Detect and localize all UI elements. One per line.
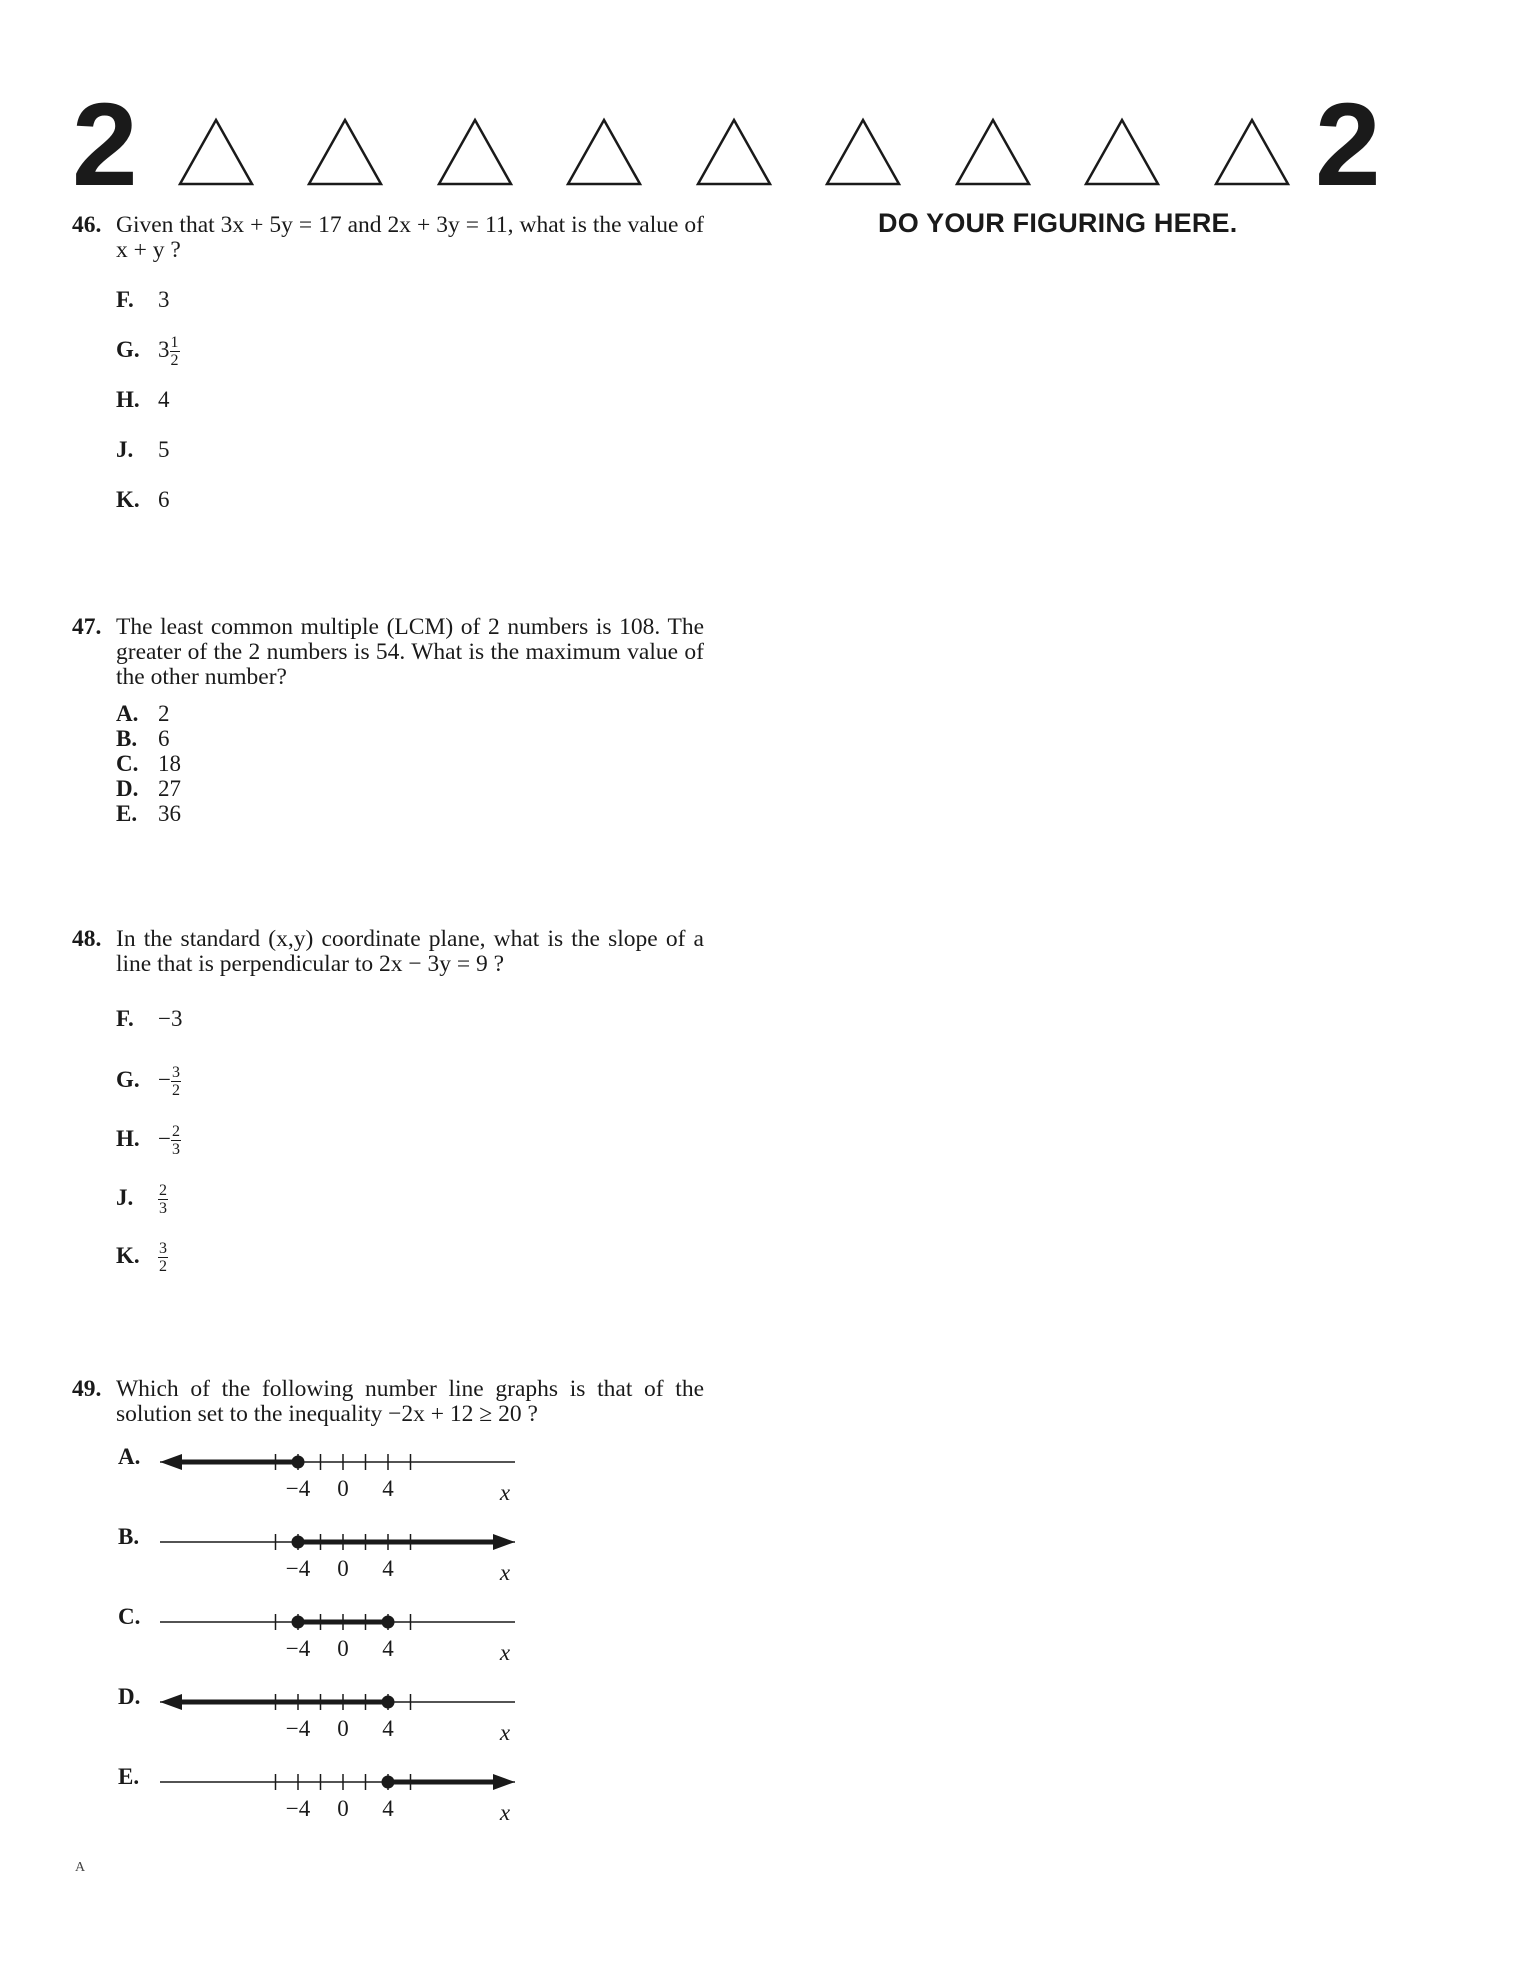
choice-sign: −	[158, 1125, 171, 1151]
axis-tick-label: −4	[285, 1476, 311, 1501]
axis-tick-label: 0	[337, 1476, 349, 1501]
axis-variable-label: x	[499, 1480, 511, 1505]
fraction	[171, 1123, 181, 1158]
arrow-right-icon	[493, 1534, 515, 1550]
footer-mark: A	[75, 1860, 86, 1875]
fraction	[158, 1182, 168, 1217]
triangle-icon	[305, 116, 385, 188]
choice-letter: E.	[116, 801, 138, 826]
graph-choice-letter[interactable]: A.	[118, 1444, 141, 1469]
numerator: 3	[171, 1064, 180, 1081]
axis-tick-label: −4	[285, 1636, 311, 1661]
answer-choice-h[interactable]	[116, 387, 170, 412]
question-stem: The least common multiple (LCM) of 2 numbers is 108. The greater of the 2 numbers is 54. What is the maximum value of the other number?	[116, 614, 704, 690]
question-47	[72, 615, 704, 690]
choice-letter: C.	[116, 751, 139, 776]
arrow-right-icon	[493, 1774, 515, 1790]
section-number-left: 2	[72, 79, 138, 211]
number-line-c[interactable]	[160, 1608, 540, 1678]
answer-choice-d[interactable]	[116, 776, 181, 801]
choice-letter: H.	[116, 387, 140, 412]
choice-letter: A.	[116, 701, 139, 726]
choice-value: 36	[158, 801, 181, 826]
axis-tick-label: 4	[382, 1636, 394, 1661]
closed-endpoint	[382, 1776, 395, 1789]
axis-tick-label: −4	[285, 1716, 311, 1741]
axis-tick-label: 4	[382, 1796, 394, 1821]
answer-choice-j[interactable]	[116, 1182, 168, 1217]
denominator: 2	[159, 1258, 167, 1275]
section-number-right: 2	[1315, 79, 1381, 211]
question-48	[72, 927, 704, 977]
arrow-left-icon	[160, 1694, 182, 1710]
fraction	[170, 334, 180, 369]
choice-value: 4	[158, 387, 170, 412]
axis-variable-label: x	[499, 1640, 511, 1665]
question-number: 48.	[72, 926, 102, 952]
answer-choice-g[interactable]	[116, 334, 180, 369]
question-stem: Given that 3x + 5y = 17 and 2x + 3y = 11, what is the value of x + y ?	[116, 212, 704, 263]
answer-choice-f[interactable]	[116, 1006, 182, 1031]
closed-endpoint	[292, 1616, 305, 1629]
answer-choice-e[interactable]	[116, 801, 181, 826]
answer-choice-f[interactable]	[116, 287, 170, 312]
closed-endpoint	[382, 1616, 395, 1629]
numerator: 3	[159, 1240, 167, 1257]
answer-choice-b[interactable]	[116, 726, 170, 751]
triangle-icon	[176, 116, 256, 188]
choice-letter: F.	[116, 287, 134, 312]
answer-choice-h[interactable]	[116, 1123, 181, 1158]
question-stem: Which of the following number line graphs is that of the solution set to the inequality −2x + 12 ≥ 20 ?	[116, 1376, 704, 1427]
graph-choice-letter[interactable]: B.	[118, 1524, 140, 1549]
triangle-icon	[564, 116, 644, 188]
axis-tick-label: 0	[337, 1556, 349, 1581]
choice-value: 2	[158, 701, 170, 726]
figuring-label: DO YOUR FIGURING HERE.	[878, 208, 1238, 238]
graph-choice-letter[interactable]: E.	[118, 1764, 140, 1789]
triangle-icon	[953, 116, 1033, 188]
fraction	[171, 1064, 181, 1099]
choice-letter: H.	[116, 1125, 140, 1151]
choice-letter: G.	[116, 336, 140, 362]
denominator: 3	[171, 1141, 180, 1158]
question-number: 49.	[72, 1376, 102, 1402]
choice-letter: K.	[116, 1242, 140, 1268]
closed-endpoint	[292, 1456, 305, 1469]
choice-letter: F.	[116, 1006, 134, 1031]
question-46	[72, 213, 704, 263]
axis-tick-label: −4	[285, 1556, 311, 1581]
axis-tick-label: 4	[382, 1476, 394, 1501]
section-header	[0, 79, 1530, 211]
axis-tick-label: 4	[382, 1716, 394, 1741]
choice-letter: J.	[116, 437, 134, 462]
choice-value: 6	[158, 487, 170, 512]
numerator: 2	[159, 1182, 167, 1199]
graph-choice-letter[interactable]: D.	[118, 1684, 141, 1709]
denominator: 2	[170, 352, 179, 369]
arrow-left-icon	[160, 1454, 182, 1470]
number-line-d[interactable]	[160, 1688, 540, 1758]
triangle-icon	[823, 116, 903, 188]
axis-tick-label: 0	[337, 1716, 349, 1741]
choice-letter: B.	[116, 726, 138, 751]
closed-endpoint	[382, 1696, 395, 1709]
answer-choice-g[interactable]	[116, 1064, 181, 1099]
triangle-icon	[1212, 116, 1292, 188]
graph-choice-letter[interactable]: C.	[118, 1604, 141, 1629]
choice-letter: D.	[116, 776, 139, 801]
denominator: 2	[171, 1082, 180, 1099]
triangle-icon	[694, 116, 774, 188]
question-number: 46.	[72, 212, 102, 238]
answer-choice-a[interactable]	[116, 701, 170, 726]
question-number: 47.	[72, 614, 102, 640]
numerator: 2	[171, 1123, 180, 1140]
choice-value: −3	[158, 1006, 183, 1031]
choice-sign: −	[158, 1066, 171, 1092]
axis-tick-label: 4	[382, 1556, 394, 1581]
answer-choice-j[interactable]	[116, 437, 170, 462]
axis-tick-label: −4	[285, 1796, 311, 1821]
denominator: 3	[159, 1200, 167, 1217]
choice-value: 27	[158, 776, 181, 801]
number-line-e[interactable]	[160, 1768, 540, 1838]
number-line-b[interactable]	[160, 1528, 540, 1598]
axis-tick-label: 0	[337, 1636, 349, 1661]
choice-letter: K.	[116, 487, 140, 512]
choice-letter: J.	[116, 1184, 134, 1210]
axis-variable-label: x	[499, 1720, 511, 1745]
choice-whole: 3	[158, 336, 170, 362]
triangle-icon	[1082, 116, 1162, 188]
closed-endpoint	[292, 1536, 305, 1549]
numerator: 1	[170, 334, 179, 351]
axis-variable-label: x	[499, 1560, 511, 1585]
question-stem: In the standard (x,y) coordinate plane, what is the slope of a line that is perpendicular to 2x − 3y = 9 ?	[116, 926, 704, 977]
choice-value: 5	[158, 437, 170, 462]
question-49	[72, 1377, 704, 1427]
answer-choice-k[interactable]	[116, 1240, 168, 1275]
axis-tick-label: 0	[337, 1796, 349, 1821]
answer-choice-c[interactable]	[116, 751, 181, 776]
answer-choice-k[interactable]	[116, 487, 170, 512]
axis-variable-label: x	[499, 1800, 511, 1825]
choice-letter: G.	[116, 1066, 140, 1092]
number-line-a[interactable]	[160, 1448, 540, 1518]
fraction	[158, 1240, 168, 1275]
choice-value: 3	[158, 287, 170, 312]
choice-value: 6	[158, 726, 170, 751]
triangle-icon	[435, 116, 515, 188]
choice-value: 18	[158, 751, 181, 776]
